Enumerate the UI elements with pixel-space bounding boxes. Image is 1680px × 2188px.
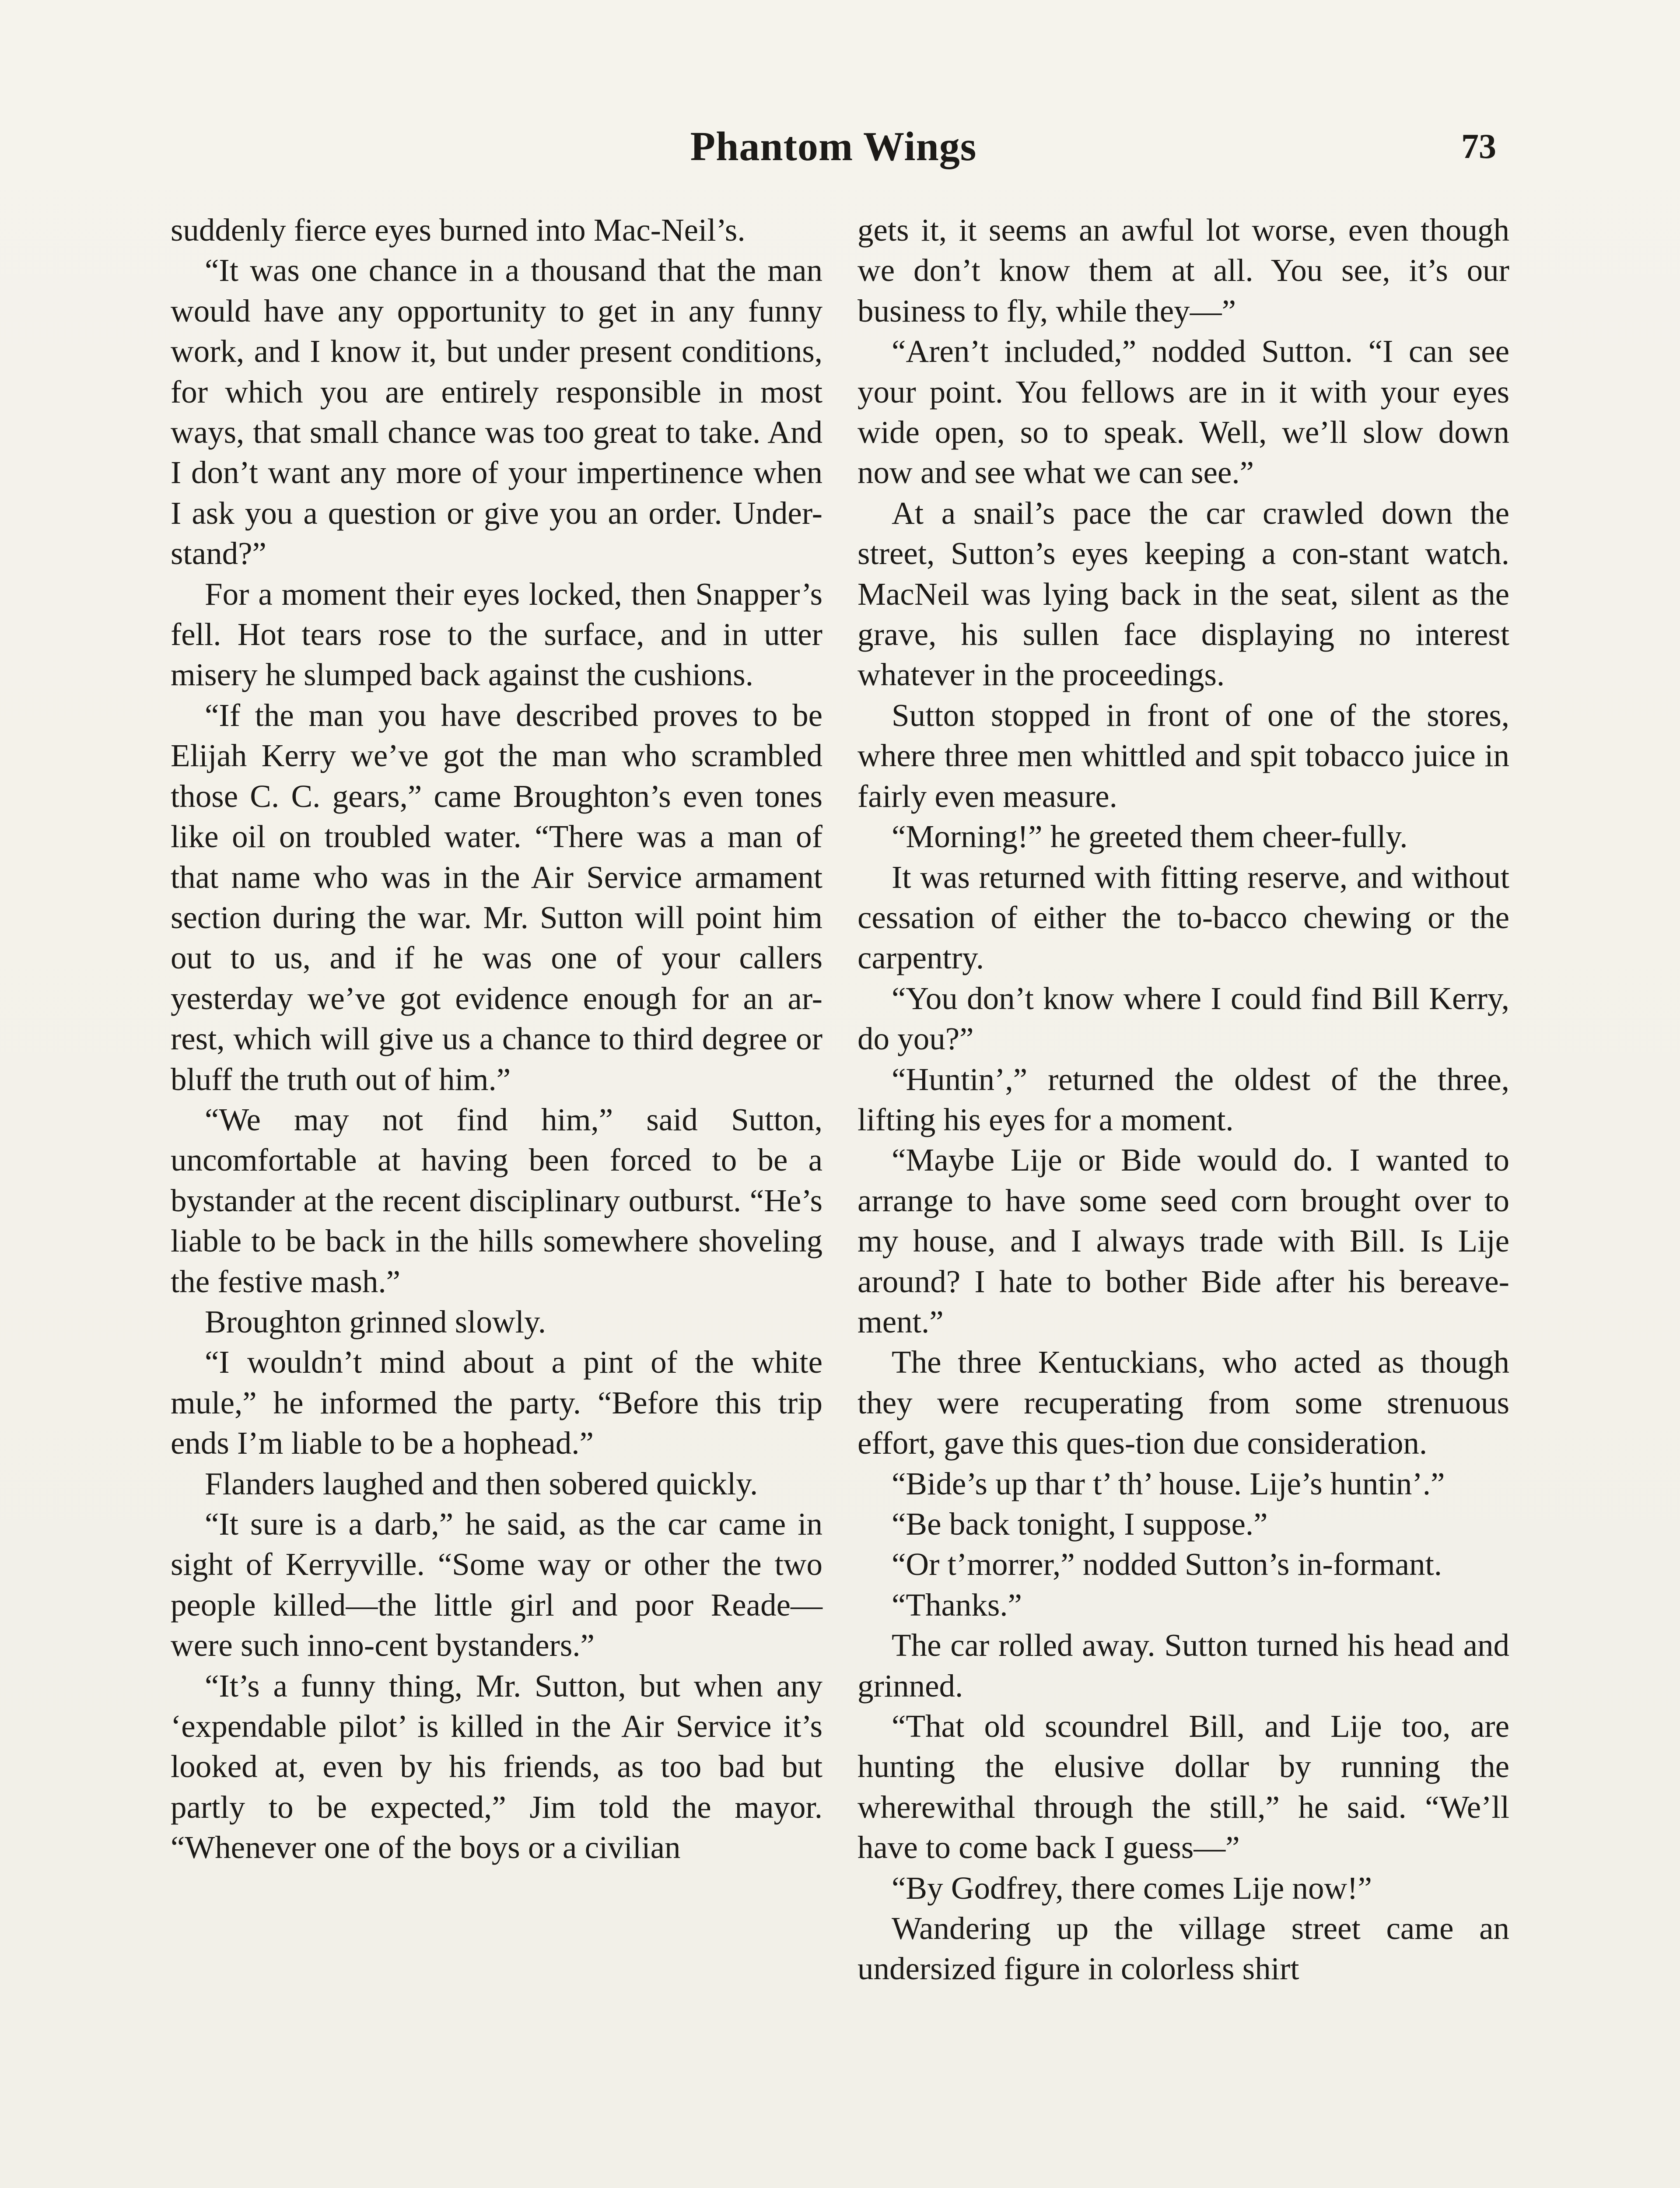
paragraph: “It sure is a darb,” he said, as the car came in sight of Kerryville. “Some way or other the two people killed—the little girl and poor Reade—were such inno-cent bystanders.” — [171, 1506, 822, 1663]
paragraph: “That old scoundrel Bill, and Lije too, are hunting the elusive dollar by running the wherewithal through the still,” he said. “We’ll have to come back I guess—” — [858, 1708, 1509, 1865]
page-title: Phantom Wings — [690, 124, 977, 169]
paragraph: “It was one chance in a thousand that the man would have any opportunity to get in any funny work, and I know it, but under present conditions, for which you are entirely responsible in most ways, that small chance was too great to take. And I don’t want any more of your impertinence when I ask you a question or give you an order. Under-stand?” — [171, 252, 822, 572]
page-number: 73 — [1461, 127, 1496, 166]
paragraph: “Bide’s up thar t’ th’ house. Lije’s huntin’.” — [892, 1466, 1445, 1501]
paragraph: Flanders laughed and then sobered quickly. — [205, 1466, 758, 1501]
left-text-column — [171, 210, 822, 1868]
paragraph: At a snail’s pace the car crawled down the street, Sutton’s eyes keeping a con-stant watch. MacNeil was lying back in the seat, silent as the grave, his sullen face displaying no interest whatever in the proceedings. — [858, 495, 1509, 693]
paragraph: The car rolled away. Sutton turned his head and grinned. — [858, 1627, 1509, 1704]
right-text-column — [858, 210, 1509, 1989]
paragraph: Sutton stopped in front of one of the stores, where three men whittled and spit tobacco juice in fairly even measure. — [858, 697, 1509, 814]
paragraph: suddenly fierce eyes burned into Mac-Neil’s. — [171, 212, 746, 248]
paragraph: “Be back tonight, I suppose.” — [892, 1506, 1268, 1542]
paragraph: “You don’t know where I could find Bill Kerry, do you?” — [858, 980, 1509, 1057]
paragraph: Wandering up the village street came an undersized figure in colorless shirt — [858, 1911, 1509, 1987]
paragraph: “By Godfrey, there comes Lije now!” — [892, 1870, 1372, 1906]
paragraph: “Maybe Lije or Bide would do. I wanted to arrange to have some seed corn brought over to my house, and I always trade with Bill. Is Lije around? I hate to bother Bide after his bereave-ment.” — [858, 1142, 1509, 1339]
paragraph: It was returned with fitting reserve, and without cessation of either the to-bacco chewing or the carpentry. — [858, 859, 1509, 976]
paragraph: “We may not find him,” said Sutton, uncomfortable at having been forced to be a bystander at the recent disciplinary outburst. “He’s liable to be back in the hills somewhere shoveling the festive mash.” — [171, 1101, 822, 1299]
paragraph: “Or t’morrer,” nodded Sutton’s in-formant. — [892, 1546, 1442, 1582]
paragraph: “Aren’t included,” nodded Sutton. “I can see your point. You fellows are in it with your eyes wide open, so to speak. Well, we’ll slow down now and see what we can see.” — [858, 333, 1509, 491]
paragraph: The three Kentuckians, who acted as though they were recuperating from some strenuous effort, gave this ques-tion due consideration. — [858, 1344, 1509, 1461]
paragraph: Broughton grinned slowly. — [205, 1304, 546, 1339]
paragraph: “If the man you have described proves to be Elijah Kerry we’ve got the man who scrambled those C. C. gears,” came Broughton’s even tones like oil on troubled water. “There was a man of that name who was in the Air Service armament section during the war. Mr. Sutton will point him out to us, and if he was one of your callers yesterday we’ve got evidence enough for an ar-rest, which will give us a chance to third degree or bluff the truth out of him.” — [171, 697, 822, 1097]
paragraph: “Thanks.” — [892, 1587, 1022, 1623]
paragraph: gets it, it seems an awful lot worse, even though we don’t know them at all. You see, it’s our business to fly, while they—” — [858, 212, 1509, 329]
paragraph: “Huntin’,” returned the oldest of the three, lifting his eyes for a moment. — [858, 1061, 1509, 1137]
running-head — [171, 118, 1496, 175]
paragraph: “Morning!” he greeted them cheer-fully. — [892, 819, 1408, 855]
paragraph: “It’s a funny thing, Mr. Sutton, but when any ‘expendable pilot’ is killed in the Air Service it’s looked at, even by his friends, as too bad but partly to be expected,” Jim told the mayor. “Whenever one of the boys or a civilian — [171, 1668, 822, 1865]
paragraph: “I wouldn’t mind about a pint of the white mule,” he informed the party. “Before this trip ends I’m liable to be a hophead.” — [171, 1344, 822, 1461]
paragraph: For a moment their eyes locked, then Snapper’s fell. Hot tears rose to the surface, and in utter misery he slumped back against the cushions. — [171, 576, 822, 693]
